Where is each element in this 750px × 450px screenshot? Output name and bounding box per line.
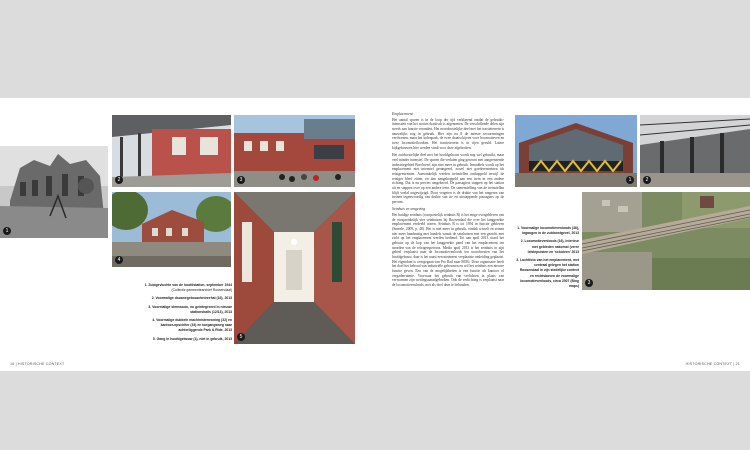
- photo-aerial-view: [582, 192, 750, 290]
- right-captions: [515, 226, 579, 292]
- caption: 3. Voormalige stemwoon, nu geintegreerd in nieuwe stationshalls (12/13), 2013: [148, 304, 232, 314]
- platform-canopy-illustration: [112, 115, 231, 187]
- photo-shed-interior: [640, 115, 750, 187]
- photo-number-badge: 1: [3, 227, 11, 235]
- photo-war-damaged-station: [0, 146, 108, 238]
- caption: 5. Gang in hoofdgebouw (1), niet in gebruik, 2013: [152, 336, 232, 341]
- photo-station-building-bikes: [234, 115, 355, 187]
- photo-number-badge: 4: [115, 256, 123, 264]
- corridor-illustration: [234, 192, 355, 344]
- brick-building-illustration: [112, 192, 231, 267]
- aerial-map-illustration: [582, 192, 750, 290]
- station-building-illustration: [234, 115, 355, 187]
- caption: 1. Zuidgevluchte van de hoofdstation, september 1944 (Collectie gemeentearchief Roosendaal): [144, 283, 232, 293]
- magazine-spread: [0, 98, 750, 371]
- ruined-building-illustration: [0, 146, 108, 238]
- photo-number-badge: 1: [626, 176, 634, 184]
- caption: 4. Voormalige dubbele machinisteneoning (32) en kantoor-opschiter (33) en toegangsweg naar achterliggende Park & Ride, 2013: [152, 318, 232, 333]
- photo-arcaded-corridor: [234, 192, 355, 344]
- photo-number-badge: 3: [585, 279, 593, 287]
- right-page-footer: HISTORISCHE CONTEXT | 21: [685, 362, 740, 366]
- right-body-text: [392, 112, 504, 291]
- photo-locomotive-shed-facade: [515, 115, 637, 187]
- left-captions: [140, 283, 232, 345]
- caption: 3. Luchtfoto van het emplacement, met centraal gelegen het station Roosendaal in zijn stedelijke context en rechtsboven de voormalige locomotievenloods, circa 2007 (Bing maps): [516, 258, 579, 289]
- photo-number-badge: 2: [115, 176, 123, 184]
- photo-brick-building-trees: [112, 192, 231, 267]
- caption: 2. Locomotievenloods (16), interieur met gebleden nakomst (verre leistepuisten en 'schuiven' 2013: [520, 239, 579, 254]
- paragraph: Het zuidwestelijke deel met het hoofdgebouw wordt nog wel gebruikt, maar veel minder intensief. De sporen die verlaten ging gewoon met aangrenzende industriegebied Borchwerf zijn niet meer in gebruik. Inmiddels wordt op het emplacement niet intensief gerangeerd, zowel niet goederentreinen als reizigerstreinen. Aanvankelijk werden treinstellen ontkoppeld terwijl de reiziger bleef zitten, en dan aangekoppeld aan een trein in een andere richting. Dat is nu precies omgekeerd. De passagiers stappen op het station uit en stappen over op een andere trein. De samenstelling van de treinstellen blijft veelal ongewijzigd. Door vergeten is de drukte van het rangeren van treinen tegenwoordig van drukte van in- en uitstappende passagiers op de perrons.: [392, 153, 504, 204]
- paragraph: Het huidige seinhuis (voorpostelijk seinhuis B) is het enige overgebleven van de oorspronkelijk vier seinhuizen bij Roosendaal die over het langgerekte emplacement verdeeld waren. Seinhuis B is tot 1994 in functie gebleven (Smeele, 2009, p. 48). Het is niet meer in gebruik, eindak wisselt en seinen niet meer handmatig met handels vanuit de seinhuizen met een gezicht met zicht op het emplacement werden bediend. Tot aan april 2013 stond het gebouw op de kop van het langgerekte pand van het emplacement ten noorden van de reizigersperrons. Medio april 2013 is het seinhuis in zijn geheel verplaatst naar de locomotievenloods ten noordwesten van het hoofdgebouw, daar is het naast een nietmeest verplaatste omleiding geplaatst. Het eigendom is overgegaan van Pro Rail naar BOEi. Deze organisatie heeft het doel het behoud van industriële gebouwen en wil het seinhuis een nieuwe functie geven. Een van de mogelijkheden is een functie als kantoor of vergaderruimte. Voorwaar het gebruik van verlichten in plaats van verwarmen zijn wettingsaanafgebroken. Ook de verlichting is verplaatst naar de locomotievenloods, met als doel deze te behouden.: [392, 213, 504, 287]
- caption: 1. Voormalige locomotievenloods (36), ingangen in de zuidoostgevel, 2013: [517, 226, 579, 236]
- photo-number-badge: 2: [643, 176, 651, 184]
- photo-number-badge: 5: [237, 333, 245, 341]
- locomotive-shed-illustration: [515, 115, 637, 187]
- caption: 2. Voormalige douanegebouw/entreehal (16), 2013: [151, 296, 232, 301]
- shed-interior-illustration: [640, 115, 750, 187]
- left-page-footer: 16 | HISTORISCHE CONTEXT: [10, 362, 65, 366]
- section-heading-seinhuis: Seinhuis en omgeving: [392, 207, 426, 212]
- photo-number-badge: 3: [237, 176, 245, 184]
- section-heading-emplacement: Emplacement: [392, 112, 413, 116]
- photo-platform-canopy: [112, 115, 231, 187]
- paragraph: Het aantal sporen is in de loop der tijd verklarend omdat de gebruiks-intensiteit van het station drastisch is afgenomen. De verschillende delen zijn steeds aan functie verandert. Het noordoostelijke deel met het tractieterrein is nauwelijks nog in gebruik. Hier zijn nu 8 de meeste sectoremingen verdwenen, maar het kolenpark, de twee draaischijven voor locomotieven en twee locomotiefloodsen. Het tractieterrein is in rijen gevuld. Latere kijkgebouwen hier werden vindt voor deze afgebroken.: [392, 117, 504, 150]
